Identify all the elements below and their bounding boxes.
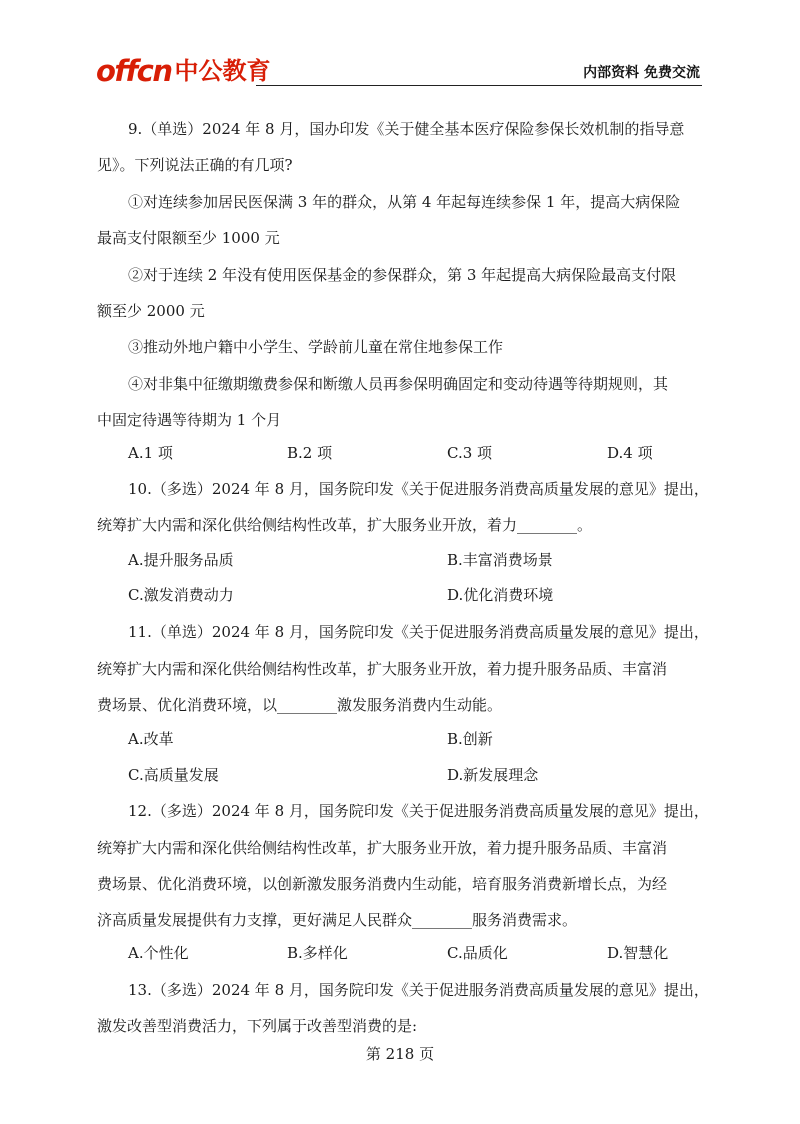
q9-statement-2-line-2: 额至少 2000 元 bbox=[97, 302, 205, 320]
q9-statement-2-line-1: ②对于连续 2 年没有使用医保基金的参保群众，第 3 年起提高大病保险最高支付限 bbox=[128, 266, 677, 284]
q9-statement-4-line-1: ④对非集中征缴期缴费参保和断缴人员再参保明确固定和变动待遇等待期规则，其 bbox=[128, 375, 669, 393]
q13-line-1: 13.（多选）2024 年 8 月，国务院印发《关于促进服务消费高质量发展的意见》提出， bbox=[128, 981, 709, 999]
q12-option-a: A.个性化 bbox=[128, 944, 189, 962]
q9-line-2: 见》。下列说法正确的有几项? bbox=[97, 156, 293, 174]
q11-option-c: C.高质量发展 bbox=[128, 766, 219, 784]
q9-statement-1-line-1: ①对连续参加居民医保满 3 年的群众，从第 4 年起每连续参保 1 年，提高大病保险 bbox=[128, 193, 681, 211]
q12-line-1: 12.（多选）2024 年 8 月，国务院印发《关于促进服务消费高质量发展的意见》提出， bbox=[128, 802, 709, 820]
q9-option-c: C.3 项 bbox=[447, 444, 493, 462]
q13-line-2: 激发改善型消费活力，下列属于改善型消费的是: bbox=[97, 1017, 418, 1035]
q9-option-a: A.1 项 bbox=[128, 444, 173, 462]
q12-line-4: 济高质量发展提供有力支撑，更好满足人民群众________服务消费需求。 bbox=[97, 911, 578, 929]
q11-line-2: 统筹扩大内需和深化供给侧结构性改革，扩大服务业开放，着力提升服务品质、丰富消 bbox=[97, 660, 668, 678]
q11-option-a: A.改革 bbox=[128, 730, 174, 748]
header-divider bbox=[256, 85, 702, 86]
q9-option-b: B.2 项 bbox=[287, 444, 333, 462]
q10-option-d: D.优化消费环境 bbox=[447, 586, 554, 604]
q10-option-a: A.提升服务品质 bbox=[128, 551, 234, 569]
q10-line-1: 10.（多选）2024 年 8 月，国务院印发《关于促进服务消费高质量发展的意见》提出， bbox=[128, 480, 709, 498]
q11-option-d: D.新发展理念 bbox=[447, 766, 539, 784]
logo-chinese-text: 中公教育 bbox=[174, 57, 271, 85]
q12-line-3: 费场景、优化消费环境，以创新激发服务消费内生动能，培育服务消费新增长点，为经 bbox=[97, 875, 668, 893]
q10-option-c: C.激发消费动力 bbox=[128, 586, 234, 604]
q12-option-b: B.多样化 bbox=[287, 944, 348, 962]
q12-line-2: 统筹扩大内需和深化供给侧结构性改革，扩大服务业开放，着力提升服务品质、丰富消 bbox=[97, 839, 668, 857]
q11-option-b: B.创新 bbox=[447, 730, 493, 748]
q10-option-b: B.丰富消费场景 bbox=[447, 551, 553, 569]
q9-option-d: D.4 项 bbox=[607, 444, 653, 462]
q9-statement-3: ③推动外地户籍中小学生、学龄前儿童在常住地参保工作 bbox=[128, 338, 504, 356]
page-number: 第 218 页 bbox=[365, 1045, 435, 1063]
header-tagline: 内部资料 免费交流 bbox=[583, 65, 700, 81]
q9-statement-4-line-2: 中固定待遇等待期为 1 个月 bbox=[97, 411, 282, 429]
q12-option-c: C.品质化 bbox=[447, 944, 508, 962]
q10-line-2: 统筹扩大内需和深化供给侧结构性改革，扩大服务业开放，着力________。 bbox=[97, 516, 593, 534]
offcn-logo bbox=[96, 52, 271, 86]
page-header bbox=[96, 52, 702, 88]
q11-line-3: 费场景、优化消费环境，以________激发服务消费内生动能。 bbox=[97, 696, 503, 714]
q9-statement-1-line-2: 最高支付限额至少 1000 元 bbox=[97, 229, 280, 247]
q11-line-1: 11.（单选）2024 年 8 月，国务院印发《关于促进服务消费高质量发展的意见》提出， bbox=[128, 623, 709, 641]
logo-latin-text: offcn bbox=[96, 54, 172, 88]
q12-option-d: D.智慧化 bbox=[607, 944, 669, 962]
q9-line-1: 9.（单选）2024 年 8 月，国办印发《关于健全基本医疗保险参保长效机制的指导意 bbox=[128, 120, 685, 138]
